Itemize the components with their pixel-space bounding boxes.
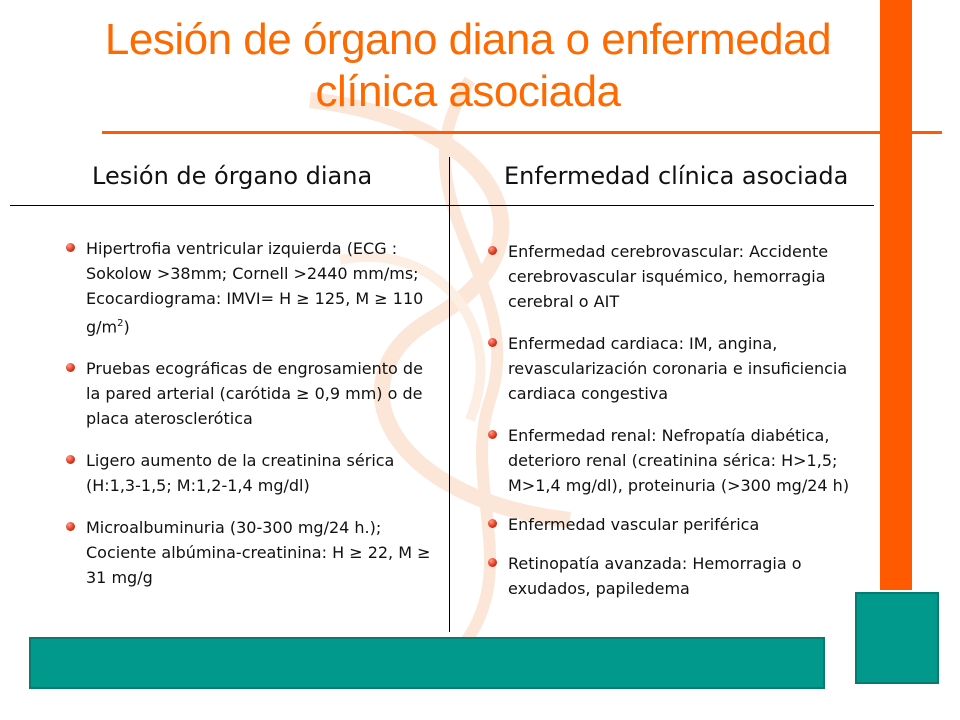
bullet-icon [66,243,75,252]
title-line-1: Lesión de órgano diana o enfermedad [104,15,832,64]
list-item [62,448,442,498]
right-column-header: Enfermedad clínica asociada [504,162,849,190]
orange-title-underline [102,131,942,134]
list-item [62,356,442,431]
superscript: 2 [117,318,124,329]
list-item-text: Hipertrofia ventricular izquierda (ECG : Sokolow >38mm; Cornell >2440 mm/ms; Ecocardiograma: IMVI= H ≥ 125, M ≥ 110 g/m [86,239,424,337]
list-item [62,515,442,590]
list-item [484,239,874,314]
left-bullet-list [62,236,442,590]
teal-footer-bar [29,637,825,689]
list-item-text: Ligero aumento de la creatinina sérica (H:1,3-1,5; M:1,2-1,4 mg/dl) [86,451,395,496]
bullet-icon [488,558,497,567]
list-item-tail: ) [123,317,130,337]
list-item-text: Pruebas ecográficas de engrosamiento de la pared arterial (carótida ≥ 0,9 mm) o de placa aterosclerótica [86,359,423,429]
list-item-text: Enfermedad cerebrovascular: Accidente cerebrovascular isquémico, hemorragia cerebral o AIT [508,242,829,311]
bullet-icon [488,519,497,528]
list-item-text: Microalbuminuria (30-300 mg/24 h.); Cociente albúmina-creatinina: H ≥ 22, M ≥ 31 mg/g [86,518,431,588]
bullet-icon [488,246,497,255]
header-divider [10,205,874,206]
bullet-icon [66,455,75,464]
list-item [484,512,874,537]
list-item-text: Enfermedad cardiaca: IM, angina, revascularización coronaria e insuficiencia cardiaca congestiva [508,334,848,403]
list-item [484,423,874,498]
right-bullet-list [484,239,874,601]
bullet-icon [66,363,75,372]
bullet-icon [488,430,497,439]
list-item [484,331,874,406]
title-line-2: clínica asociada [315,67,621,116]
slide-title [20,14,916,118]
bullet-icon [66,522,75,531]
list-item-text: Retinopatía avanzada: Hemorragia o exudados, papiledema [508,554,802,598]
teal-corner-square [855,592,939,684]
list-item-text: Enfermedad renal: Nefropatía diabética, deterioro renal (creatinina sérica: H>1,5; M>1,4 mg/dl), proteinuria (>300 mg/24 h) [508,426,850,495]
list-item [484,551,874,601]
list-item [62,236,442,339]
list-item-text: Enfermedad vascular periférica [508,515,760,534]
column-divider [449,157,450,632]
bullet-icon [488,338,497,347]
left-column-header: Lesión de órgano diana [92,162,373,190]
